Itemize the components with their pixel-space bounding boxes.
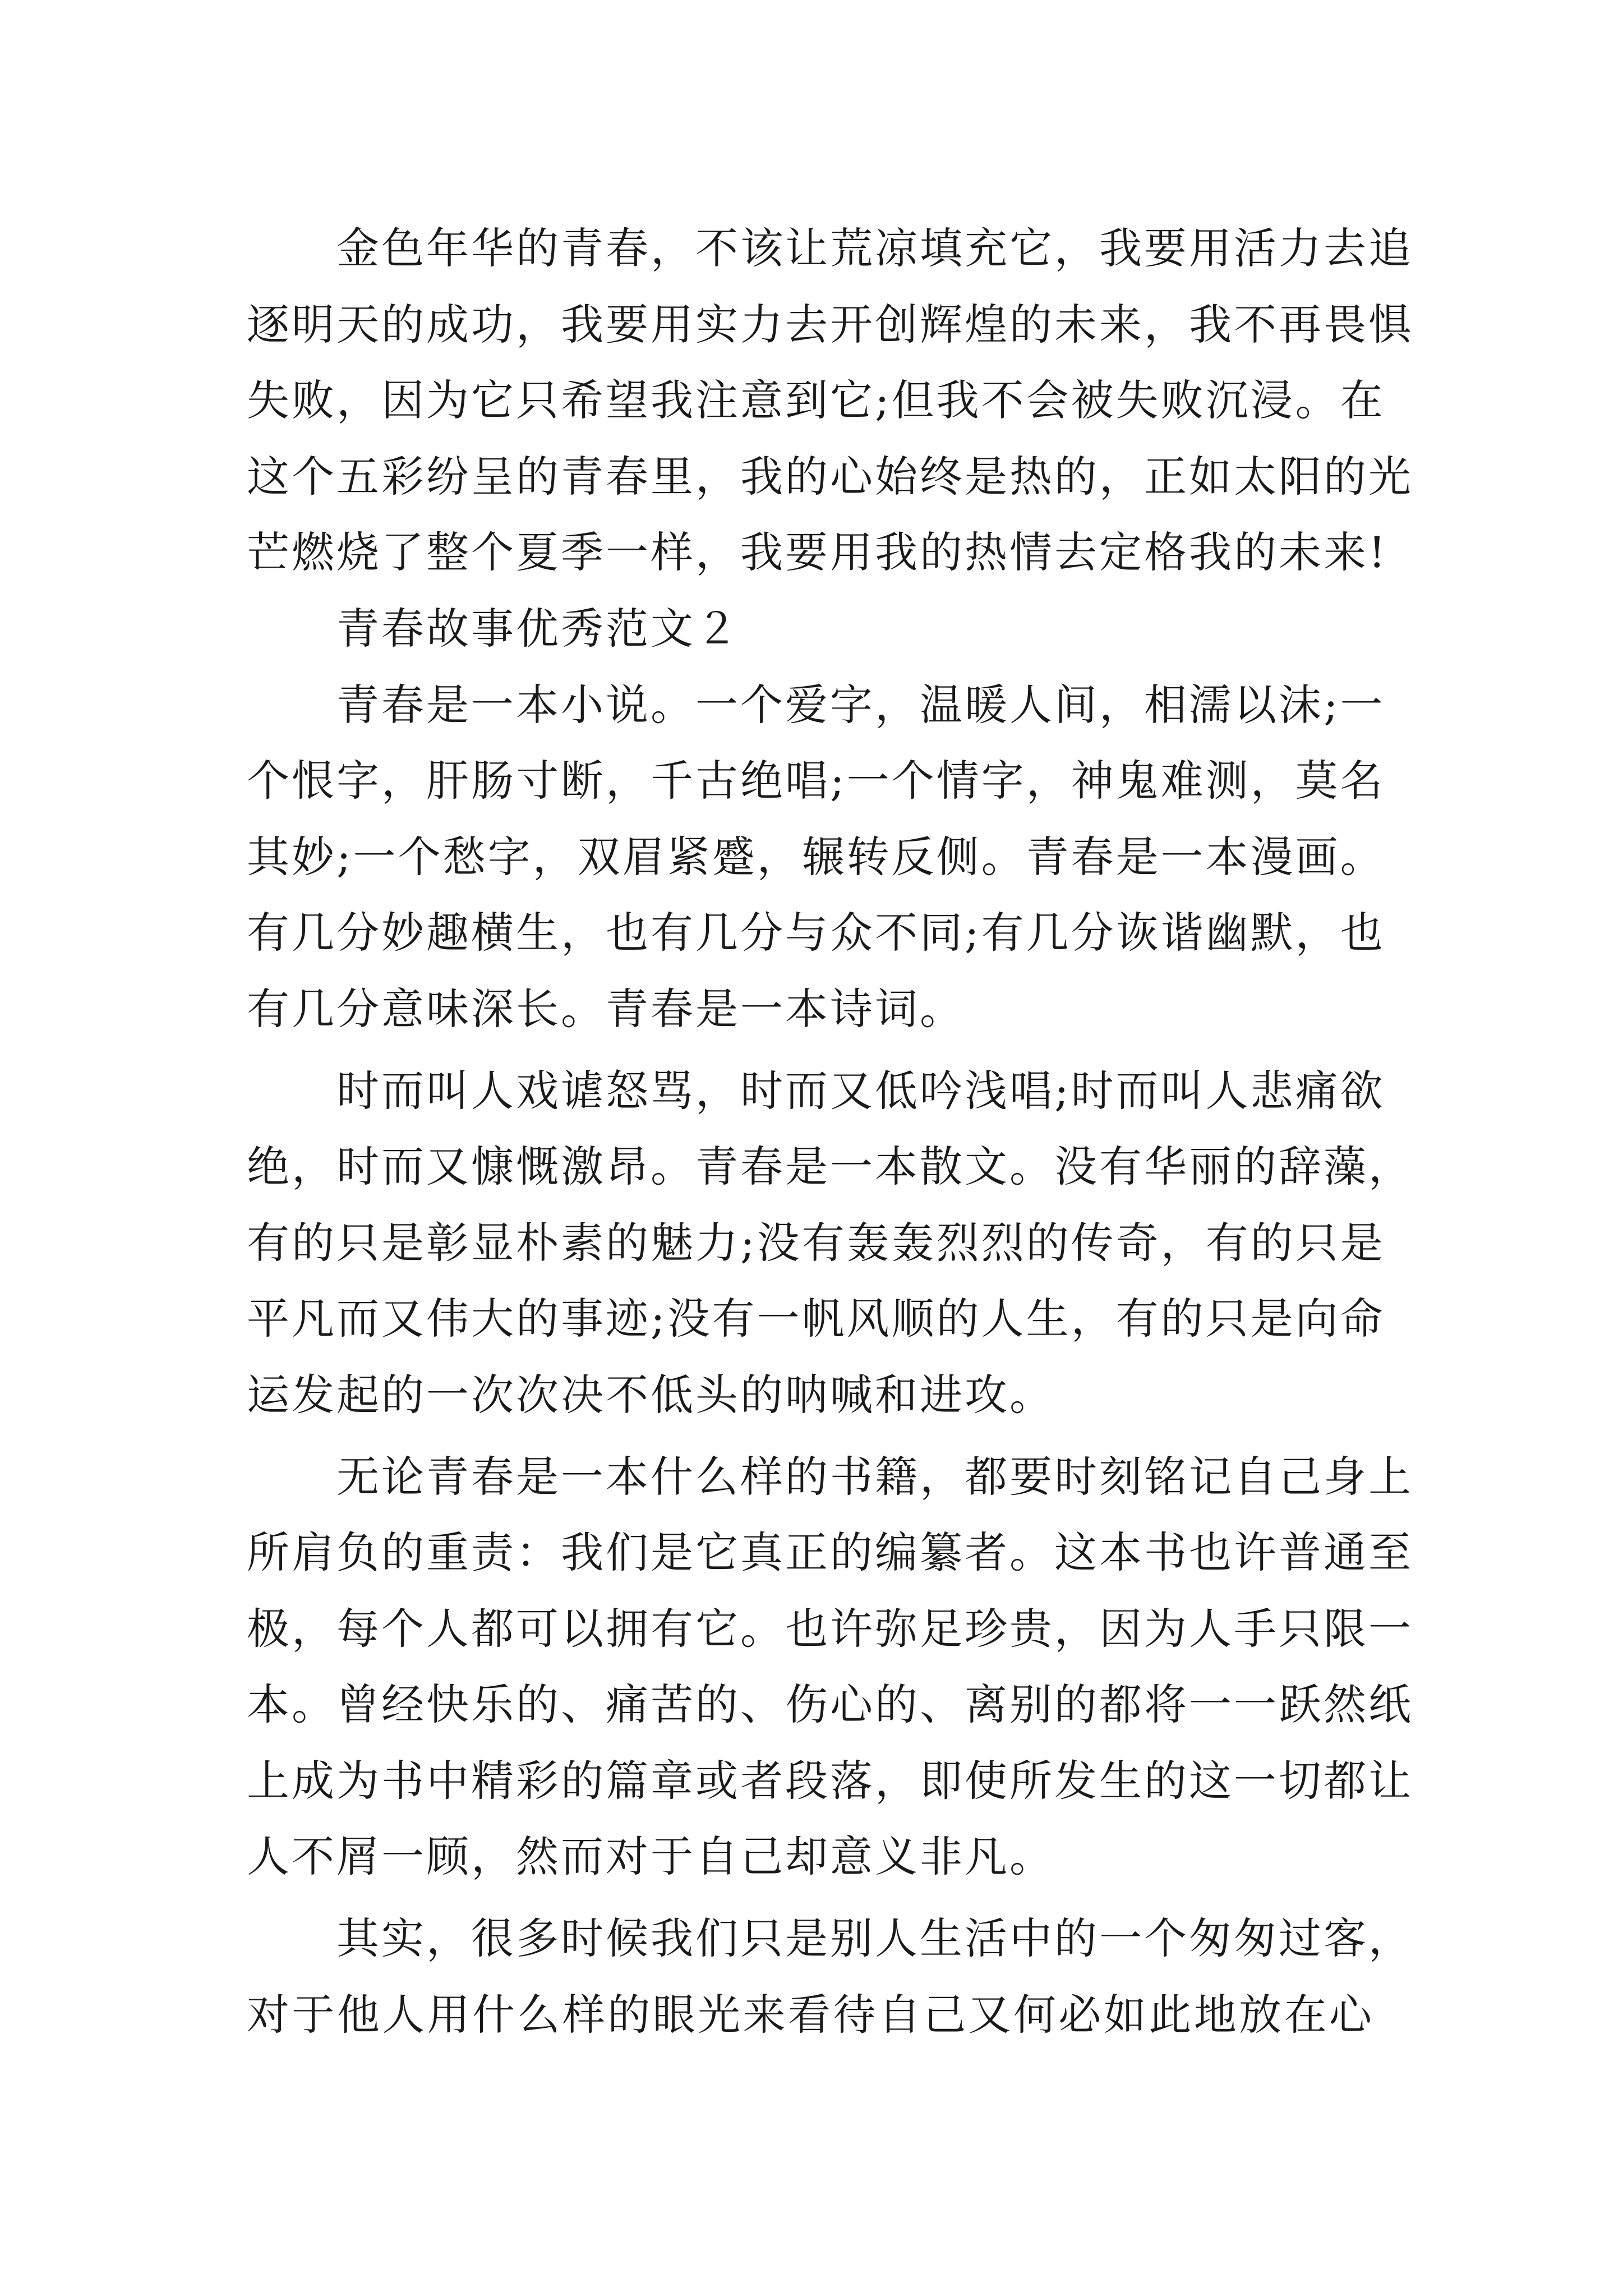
text-line: 时而叫人戏谑怒骂，时而又低吟浅唱;时而叫人悲痛欲 [336,1065,1385,1116]
text-line: 个恨字，肝肠寸断，千古绝唱;一个情字，神鬼难测，莫名 [247,756,1385,806]
paragraph-5 [247,1901,1413,2053]
text-line: 有的只是彰显朴素的魅力;没有轰轰烈烈的传奇，有的只是 [247,1217,1385,1268]
text-line: 失败，因为它只希望我注意到它;但我不会被失败沉浸。在 [247,375,1385,426]
text-line: 所肩负的重责：我们是它真正的编纂者。这本书也许普通至 [247,1527,1413,1578]
text-line: 这个五彩纷呈的青春里，我的心始终是热的，正如太阳的光 [247,451,1413,501]
text-line: 芒燃烧了整个夏季一样，我要用我的热情去定格我的未来! [247,527,1388,578]
text-line: 其妙;一个愁字，双眉紧蹙，辗转反侧。青春是一本漫画。 [247,831,1385,882]
text-line: 人不屑一顾，然而对于自己却意义非凡。 [247,1832,1054,1882]
paragraph-3 [247,1053,1413,1433]
text-line: 极，每个人都可以拥有它。也许弥足珍贵，因为人手只限一 [247,1603,1413,1654]
text-line: 金色年华的青春，不该让荒凉填充它，我要用活力去追 [336,223,1413,273]
section-heading: 青春故事优秀范文２ [336,603,740,654]
text-line: 有几分意味深长。青春是一本诗词。 [247,983,965,1034]
text-line: 逐明天的成功，我要用实力去开创辉煌的未来，我不再畏惧 [247,299,1413,349]
text-line: 其实，很多时候我们只是别人生活中的一个匆匆过客， [336,1913,1413,1964]
text-line: 有几分妙趣横生，也有几分与众不同;有几分诙谐幽默，也 [247,908,1385,958]
text-line: 上成为书中精彩的篇章或者段落，即使所发生的这一切都让 [247,1755,1413,1806]
text-line: 平凡而又伟大的事迹;没有一帆风顺的人生，有的只是向命 [247,1294,1385,1344]
paragraph-4 [247,1439,1413,1895]
text-line: 运发起的一次次决不低头的呐喊和进攻。 [247,1369,1054,1420]
text-line: 无论青春是一本什么样的书籍，都要时刻铭记自己身上 [336,1451,1413,1502]
paragraph-2 [247,667,1385,1047]
text-line: 青春是一本小说。一个爱字，温暖人间，相濡以沫;一 [336,679,1385,730]
text-line: 绝，时而又慷慨激昂。青春是一本散文。没有华丽的辞藻， [247,1142,1413,1192]
document-body [247,210,1413,2053]
text-line: 本。曾经快乐的、痛苦的、伤心的、离别的都将一一跃然纸 [247,1680,1413,1730]
paragraph-1 [247,210,1413,591]
text-line: 对于他人用什么样的眼光来看待自己又何必如此地放在心 [247,1989,1374,2040]
